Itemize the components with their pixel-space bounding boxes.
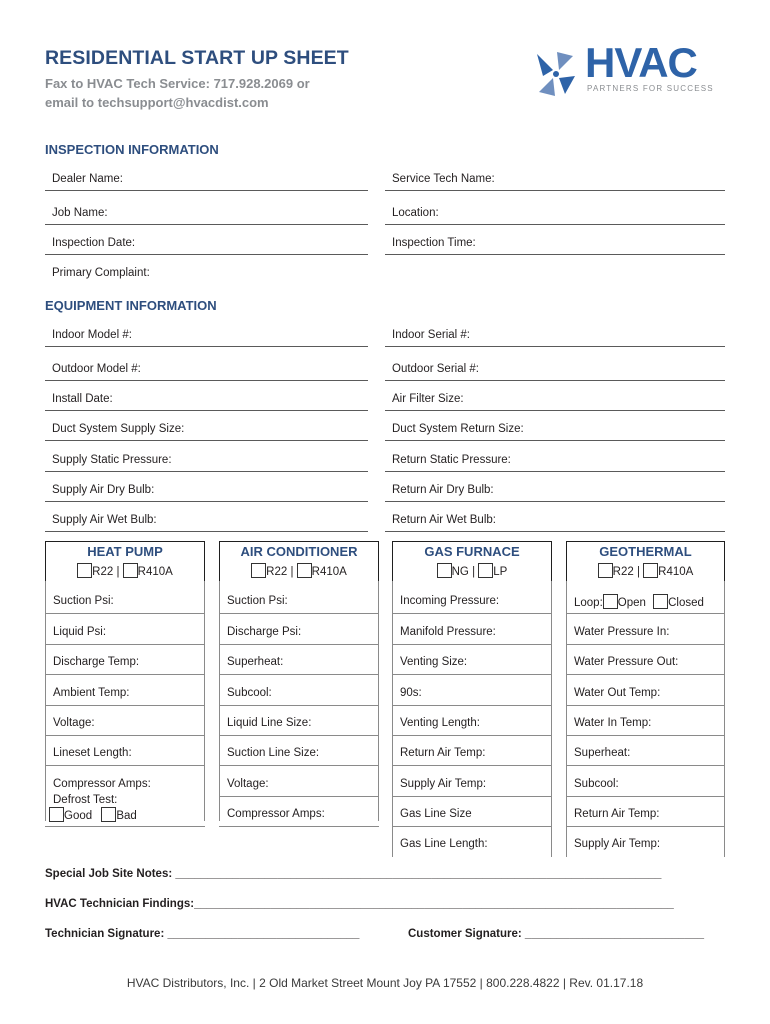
inspection-time-field[interactable]: Inspection Time: [385,235,725,255]
hp-suction-psi[interactable]: Suction Psi: [45,594,205,614]
geo-r410a-checkbox[interactable] [643,563,658,578]
geo-r22-checkbox[interactable] [598,563,613,578]
geo-superheat[interactable]: Superheat: [566,746,725,766]
hp-defrost-test-label: Defrost Test: [53,794,118,806]
geo-loop-closed-label: Closed [668,597,704,609]
gf-lp-label: LP [493,566,508,578]
gf-title: GAS FURNACE [424,544,520,559]
ac-voltage[interactable]: Voltage: [219,777,379,797]
hp-liquid-psi[interactable]: Liquid Psi: [45,625,205,645]
service-tech-name-field[interactable]: Service Tech Name: [385,171,725,191]
geo-water-pressure-out[interactable]: Water Pressure Out: [566,655,725,675]
geo-loop-open-label: Open [617,597,646,609]
geo-water-pressure-in[interactable]: Water Pressure In: [566,625,725,645]
geo-r410a-label: R410A [658,566,694,578]
gf-ng-label: NG [451,566,469,578]
ac-compressor-amps[interactable]: Compressor Amps: [219,807,379,827]
page-title: RESIDENTIAL START UP SHEET [45,47,349,69]
technician-signature[interactable]: Technician Signature: ______________________________ [45,928,360,940]
heat-pump-refrigerant [46,563,204,578]
hp-compressor-amps[interactable]: Compressor Amps: [53,778,151,790]
ac-subcool[interactable]: Subcool: [219,686,379,706]
hp-r410a-label: R410A [137,566,173,578]
return-static-pressure-field[interactable]: Return Static Pressure: [385,452,725,472]
gf-lp-checkbox[interactable] [478,563,493,578]
gf-manifold-pressure[interactable]: Manifold Pressure: [392,625,552,645]
geo-title: GEOTHERMAL [599,544,692,559]
geo-loop-label: Loop: [574,597,603,609]
hp-lineset-length[interactable]: Lineset Length: [45,746,205,766]
ac-suction-line-size[interactable]: Suction Line Size: [219,746,379,766]
indoor-serial-field[interactable]: Indoor Serial #: [385,327,725,347]
heat-pump-header [45,541,205,581]
hp-ambient-temp[interactable]: Ambient Temp: [45,686,205,706]
gf-supply-air-temp[interactable]: Supply Air Temp: [392,777,552,797]
dealer-name-field[interactable]: Dealer Name: [45,171,368,191]
hp-r410a-checkbox[interactable] [123,563,138,578]
special-job-site-notes[interactable]: Special Job Site Notes: ____________________________________________________________________________ [45,868,662,880]
gf-90s[interactable]: 90s: [392,686,552,706]
geo-loop-open-checkbox[interactable] [603,594,618,609]
supply-dry-bulb-field[interactable]: Supply Air Dry Bulb: [45,482,368,502]
ac-liquid-line-size[interactable]: Liquid Line Size: [219,716,379,736]
return-wet-bulb-field[interactable]: Return Air Wet Bulb: [385,512,725,532]
outdoor-model-field[interactable]: Outdoor Model #: [45,361,368,381]
ac-separator: | [290,566,294,578]
gf-header [392,541,552,581]
ac-r22-label: R22 [266,566,288,578]
ac-refrigerant [220,563,378,578]
ac-r410a-label: R410A [311,566,347,578]
footer-address: HVAC Distributors, Inc. | 2 Old Market Street Mount Joy PA 17552 | 800.228.4822 | Rev. 01.17.18 [126,976,644,990]
fax-line: Fax to HVAC Tech Service: 717.928.2069 or [45,76,310,91]
geo-r22-label: R22 [612,566,634,578]
return-dry-bulb-field[interactable]: Return Air Dry Bulb: [385,482,725,502]
ac-r410a-checkbox[interactable] [297,563,312,578]
gf-incoming-pressure[interactable]: Incoming Pressure: [392,594,552,614]
indoor-model-field[interactable]: Indoor Model #: [45,327,368,347]
fan-blades-icon [533,48,579,98]
gf-gas-line-size[interactable]: Gas Line Size [392,807,552,827]
supply-static-pressure-field[interactable]: Supply Static Pressure: [45,452,368,472]
duct-supply-size-field[interactable]: Duct System Supply Size: [45,421,368,441]
install-date-field[interactable]: Install Date: [45,391,368,411]
hp-discharge-temp[interactable]: Discharge Temp: [45,655,205,675]
email-line: email to techsupport@hvacdist.com [45,95,269,110]
logo-tagline: PARTNERS FOR SUCCESS [587,84,714,93]
defrost-good-checkbox[interactable] [49,807,64,822]
gf-venting-size[interactable]: Venting Size: [392,655,552,675]
defrost-bad-checkbox[interactable] [101,807,116,822]
customer-signature[interactable]: Customer Signature: ____________________________ [408,928,705,940]
geo-water-in-temp[interactable]: Water In Temp: [566,716,725,736]
gf-gas-line-length[interactable]: Gas Line Length: [400,838,488,850]
duct-return-size-field[interactable]: Duct System Return Size: [385,421,725,441]
geo-subcool[interactable]: Subcool: [566,777,725,797]
defrost-good-label: Good [64,810,93,822]
gf-return-air-temp[interactable]: Return Air Temp: [392,746,552,766]
hp-separator: | [116,566,120,578]
hvac-logo [533,39,733,98]
ac-suction-psi[interactable]: Suction Psi: [219,594,379,614]
gf-fuel [393,563,551,578]
ac-superheat[interactable]: Superheat: [219,655,379,675]
location-field[interactable]: Location: [385,205,725,225]
supply-wet-bulb-field[interactable]: Supply Air Wet Bulb: [45,512,368,532]
geo-loop [566,594,725,614]
geo-supply-air-temp[interactable]: Supply Air Temp: [574,838,661,850]
inspection-date-field[interactable]: Inspection Date: [45,235,368,255]
system-measurements-grid [45,541,725,861]
hp-r22-checkbox[interactable] [77,563,92,578]
geo-water-out-temp[interactable]: Water Out Temp: [566,686,725,706]
outdoor-serial-field[interactable]: Outdoor Serial #: [385,361,725,381]
geo-return-air-temp[interactable]: Return Air Temp: [566,807,725,827]
air-filter-size-field[interactable]: Air Filter Size: [385,391,725,411]
hp-r22-label: R22 [92,566,114,578]
fax-contact [45,74,310,112]
ac-discharge-psi[interactable]: Discharge Psi: [219,625,379,645]
defrost-bad-label: Bad [116,810,137,822]
job-name-field[interactable]: Job Name: [45,205,368,225]
heat-pump-title: HEAT PUMP [87,544,163,559]
geo-refrigerant [567,563,724,578]
geo-loop-closed-checkbox[interactable] [653,594,668,609]
ac-r22-checkbox[interactable] [251,563,266,578]
hp-defrost-options [45,807,205,827]
gf-venting-length[interactable]: Venting Length: [392,716,552,736]
ac-title: AIR CONDITIONER [240,544,358,559]
logo-wordmark: HVAC [585,39,697,86]
geo-header [566,541,725,581]
geo-separator: | [636,566,640,578]
gf-separator: | [472,566,476,578]
gf-ng-checkbox[interactable] [437,563,452,578]
hp-voltage[interactable]: Voltage: [45,716,205,736]
inspection-heading: INSPECTION INFORMATION [45,142,219,157]
equipment-heading: EQUIPMENT INFORMATION [45,298,217,313]
technician-findings[interactable]: HVAC Technician Findings:___________________________________________________________________________ [45,898,674,910]
ac-header [219,541,379,581]
primary-complaint-field[interactable]: Primary Complaint: [52,267,150,279]
